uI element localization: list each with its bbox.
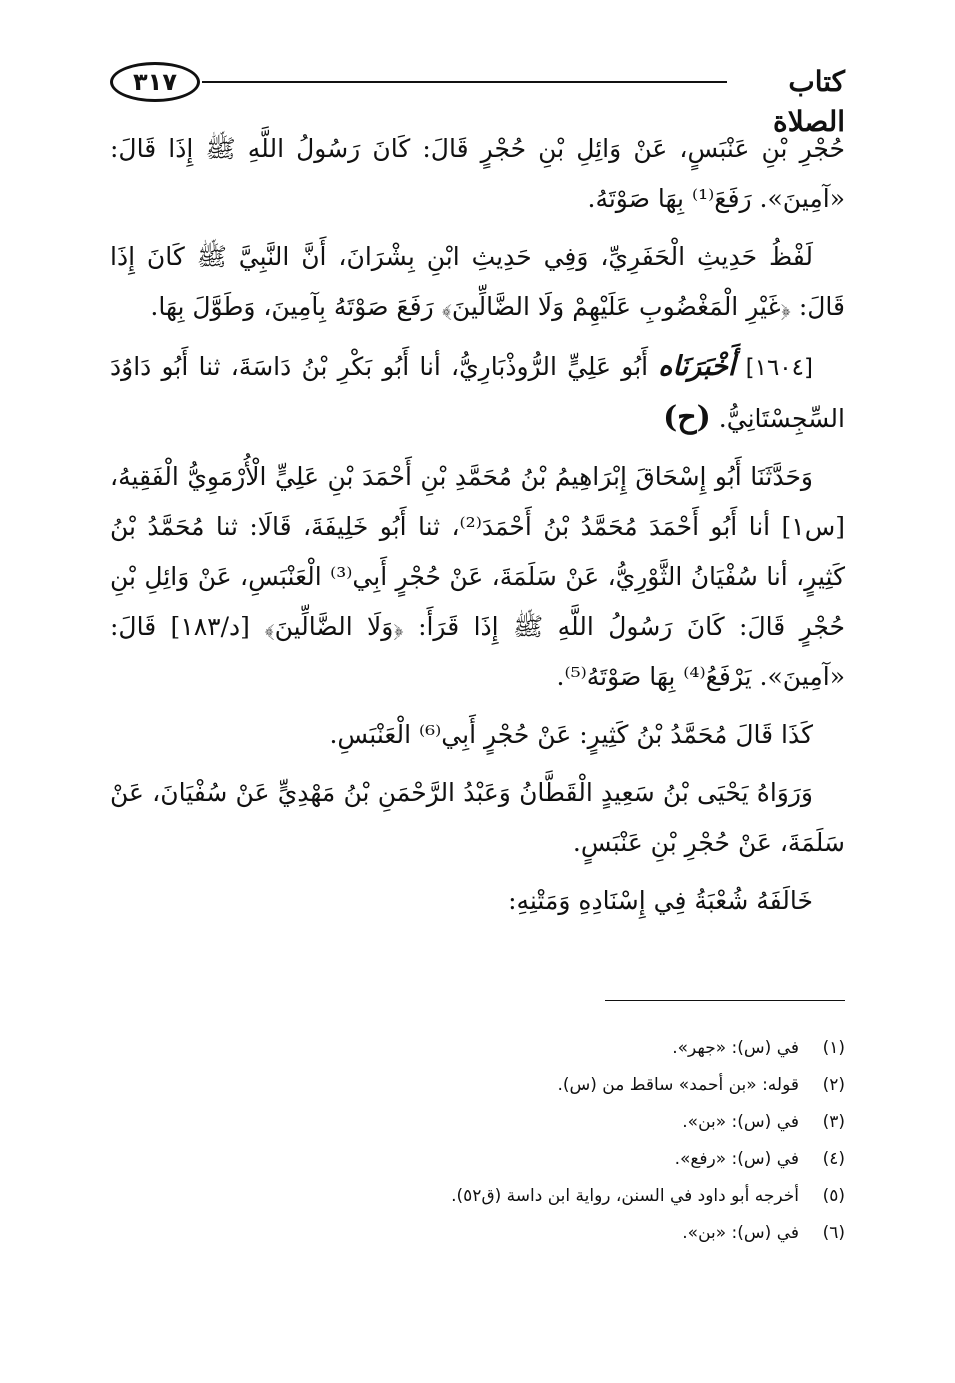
footnote-text: أخرجه أبو داود في السنن، رواية ابن داسة (ق٥٢). bbox=[451, 1186, 799, 1206]
footnote-number: (٦) bbox=[822, 1223, 845, 1243]
footnote-text: قوله: «بن أحمد» ساقط من (س). bbox=[557, 1075, 799, 1095]
header-rule bbox=[202, 81, 727, 83]
paragraph-5: كَذَا قَالَ مُحَمَّدُ بْنُ كَثِيرٍ: عَنْ حُجْرٍ أَبِي⁽⁶⁾ الْعَنْبَسِ. bbox=[329, 720, 813, 749]
footnote-number: (٣) bbox=[822, 1112, 845, 1132]
paragraph-4: وَحَدَّثَنَا أَبُو إِسْحَاقَ إِبْرَاهِيمُ بْنُ مُحَمَّدِ بْنِ أَحْمَدَ بْنِ عَلِيٍّ الْأُرْمَوِيُّ الْفَقِيهُ، [س١] أنا أَبُو أَحْمَدَ مُحَمَّدُ بْنُ أَحْمَدَ⁽²⁾، ثنا أَبُو خَلِيفَةَ، قَالَا: ثنا مُحَمَّدُ بْنُ كَثِيرٍ، أنا سُفْيَانُ الثَّوْرِيُّ، عَنْ سَلَمَةَ، عَنْ حُجْرٍ أَبِي⁽³⁾ الْعَنْبَسِ، عَنْ وَائِلِ بْنِ حُجْرٍ قَالَ: كَانَ رَسُولُ اللَّهِ ﷺ إِذَا قَرَأَ: ﴿وَلَا الضَّالِّينَ﴾ [د/١٨٣] قَالَ: «آمِينَ». يَرْفَعُ⁽⁴⁾ بِهَا صَوْتَهُ⁽⁵⁾. bbox=[110, 462, 845, 691]
footnote-rule bbox=[605, 1000, 845, 1001]
footnotes bbox=[110, 1030, 845, 1252]
footnote bbox=[110, 1104, 845, 1141]
tahwil-symbol: (ح) bbox=[663, 400, 711, 435]
footnote-number: (٥) bbox=[822, 1186, 845, 1206]
footnote-number: (٢) bbox=[822, 1075, 845, 1095]
paragraph-2: لَفْظُ حَدِيثِ الْحَفَرِيِّ، وَفِي حَدِيثِ ابْنِ بِشْرَانَ، أَنَّ النَّبِيَّ ﷺ كَانَ إِذَا قَالَ: ﴿غَيْرِ الْمَغْضُوبِ عَلَيْهِمْ وَلَا الضَّالِّينَ﴾ رَفَعَ صَوْتَهُ بِآمِينَ، وَطَوَّلَ بِهَا. bbox=[110, 242, 845, 321]
page-header bbox=[110, 62, 845, 138]
paragraph-7: خَالَفَهُ شُعْبَةُ فِي إِسْنَادِهِ وَمَتْنِهِ: bbox=[508, 886, 813, 915]
akhbarana-keyword: أَخْبَرَنَاه bbox=[658, 351, 736, 382]
hadith-number: [١٦٠٤] bbox=[745, 355, 813, 381]
book-title: كتاب الصلاة bbox=[773, 65, 845, 138]
footnote bbox=[110, 1215, 845, 1252]
footnote-number: (١) bbox=[822, 1038, 845, 1058]
footnote-text: في (س): «بن». bbox=[682, 1112, 799, 1132]
footnote-text: في (س): «جهر». bbox=[672, 1038, 799, 1058]
footnote bbox=[110, 1141, 845, 1178]
footnote-text: في (س): «رفع». bbox=[674, 1149, 799, 1169]
page-number: ٣١٧ bbox=[110, 62, 200, 102]
paragraph-3-text: أَبُو عَلِيٍّ الرُّوذْبَارِيُّ، أنا أَبُو بَكْرِ بْنُ دَاسَةَ، ثنا أَبُو دَاوُدَ السِّجِسْتَانِيُّ. bbox=[110, 352, 845, 433]
footnote-text: في (س): «بن». bbox=[682, 1223, 799, 1243]
footnote-number: (٤) bbox=[822, 1149, 845, 1169]
footnote bbox=[110, 1030, 845, 1067]
paragraph-6: وَرَوَاهُ يَحْيَى بْنُ سَعِيدٍ الْقَطَّانُ وَعَبْدُ الرَّحْمَنِ بْنُ مَهْدِيٍّ عَنْ سُفْيَانَ، عَنْ سَلَمَةَ، عَنْ حُجْرِ بْنِ عَنْبَسٍ. bbox=[110, 778, 845, 857]
paragraph-1: حُجْرِ بْنِ عَنْبَسٍ، عَنْ وَائِلِ بْنِ حُجْرٍ قَالَ: كَانَ رَسُولُ اللَّهِ ﷺ إِذَا قَالَ: «آمِينَ». رَفَعَ⁽¹⁾ بِهَا صَوْتَهُ. bbox=[110, 134, 845, 213]
main-text bbox=[110, 124, 845, 934]
footnote bbox=[110, 1178, 845, 1215]
footnote bbox=[110, 1067, 845, 1104]
paragraph-3 bbox=[110, 342, 845, 444]
